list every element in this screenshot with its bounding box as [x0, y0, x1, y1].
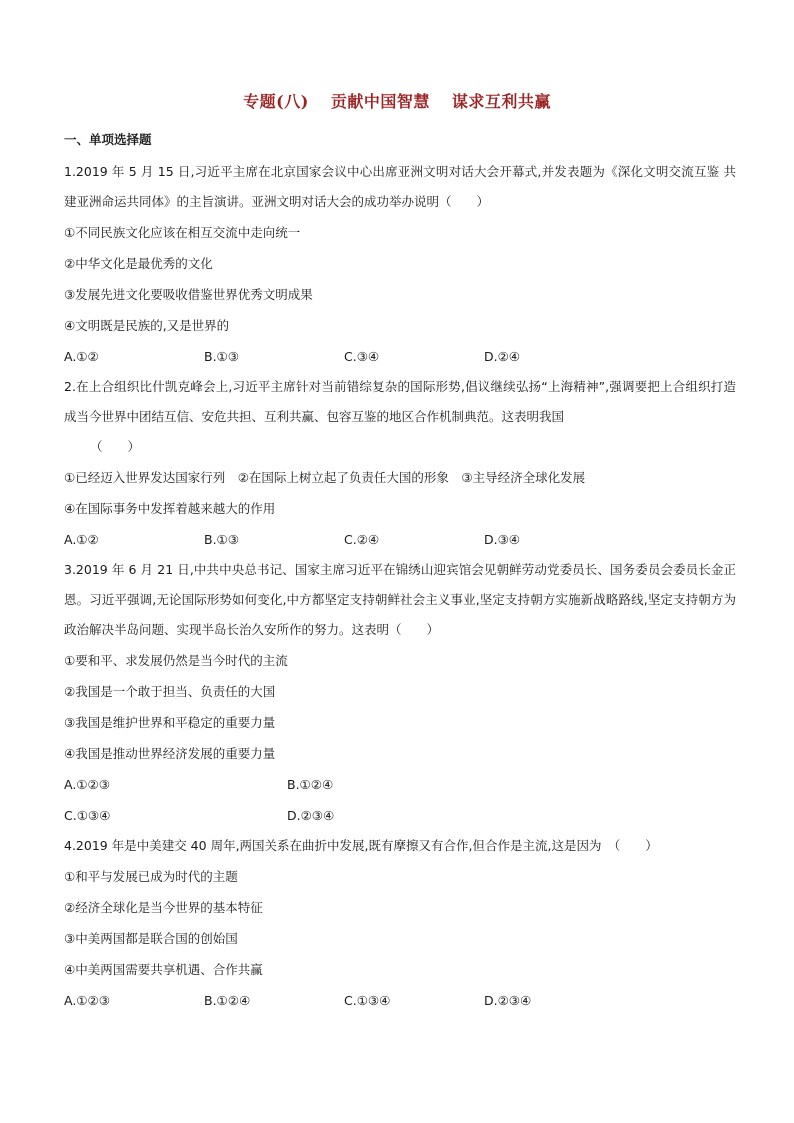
question-3-choice-a: A.①②③ [64, 777, 110, 792]
question-2-choice-b: B.①③ [204, 532, 239, 547]
question-4-option-3: ③中美两国都是联合国的创始国 [64, 931, 238, 946]
question-3-option-1: ①要和平、求发展仍然是当今时代的主流 [64, 653, 288, 668]
question-3-option-3: ③我国是维护世界和平稳定的重要力量 [64, 715, 276, 730]
question-3-stem: 3.2019 年 6 月 21 日,中共中央总书记、国家主席习近平在锦绣山迎宾馆会见朝鲜劳动党委员长、国务委员会委员长金正恩。习近平强调,无论国际形势如何变化,中方都坚定支持朝鲜社会主义事业,坚定支持朝方实施新战略路线,坚定支持朝方为政治解决半岛问题、实现半岛长治久安所作的努力。这表明（ ） [64, 562, 736, 637]
questions-body [64, 157, 736, 1016]
question-3-choice-b: B.①②④ [287, 777, 334, 792]
question-3-choices-row-1 [64, 769, 736, 800]
question-2-choice-d: D.③④ [484, 532, 521, 547]
question-4-choice-b: B.①②④ [204, 993, 251, 1008]
question-4-option-4: ④中美两国需要共享机遇、合作共赢 [64, 962, 263, 977]
question-2-choices [64, 524, 736, 555]
question-4-option-1: ①和平与发展已成为时代的主题 [64, 869, 238, 884]
question-2-choice-c: C.②④ [344, 532, 380, 547]
question-2-stem-text: 2.在上合组织比什凯克峰会上,习近平主席针对当前错综复杂的国际形势,倡议继续弘扬“上海精神”,强调要把上合组织打造成当今世界中团结互信、安危共担、互利共赢、包容互鉴的地区合作机制典范。这表明我国 [64, 379, 736, 424]
question-1-choice-b: B.①③ [204, 349, 239, 364]
question-4 [64, 831, 736, 1016]
question-4-option-2: ②经济全球化是当今世界的基本特征 [64, 900, 263, 915]
question-1-stem: 1.2019 年 5 月 15 日,习近平主席在北京国家会议中心出席亚洲文明对话大会开幕式,并发表题为《深化文明交流互鉴 共建亚洲命运共同体》的主旨演讲。亚洲文明对话大会的成功举办说明（ ） [64, 164, 736, 209]
title-topic-number: 专题(八) [243, 92, 309, 111]
question-1-choices [64, 341, 736, 372]
question-1-choice-a: A.①② [64, 349, 99, 364]
question-1-option-4: ④文明既是民族的,又是世界的 [64, 318, 230, 333]
question-4-choice-d: D.②③④ [484, 993, 532, 1008]
question-3-option-2: ②我国是一个敢于担当、负责任的大国 [64, 684, 276, 699]
question-3-choice-c: C.①③④ [64, 808, 111, 823]
question-4-stem: 4.2019 年是中美建交 40 周年,两国关系在曲折中发展,既有摩擦又有合作,但合作是主流,这是因为 （ ） [64, 838, 658, 853]
question-4-choice-a: A.①②③ [64, 993, 110, 1008]
question-1 [64, 157, 736, 372]
question-1-option-2: ②中华文化是最优秀的文化 [64, 256, 213, 271]
question-3-choices-row-2 [64, 800, 736, 831]
question-1-choice-c: C.③④ [344, 349, 380, 364]
question-2-answer-bracket: （ ） [90, 439, 141, 454]
question-3-option-4: ④我国是推动世界经济发展的重要力量 [64, 746, 276, 761]
question-3-choice-d: D.②③④ [287, 808, 335, 823]
title-theme-1: 贡献中国智慧 [330, 92, 430, 111]
question-4-choices [64, 985, 736, 1016]
question-2-choice-a: A.①② [64, 532, 99, 547]
page-title [0, 89, 794, 112]
question-2-stem [64, 372, 736, 462]
question-2-options-line-1: ①已经迈入世界发达国家行列 ②在国际上树立起了负责任大国的形象 ③主导经济全球化发展 [64, 470, 586, 485]
question-1-choice-d: D.②④ [484, 349, 521, 364]
question-3 [64, 555, 736, 831]
question-4-choice-c: C.①③④ [344, 993, 391, 1008]
question-1-option-1: ①不同民族文化应该在相互交流中走向统一 [64, 225, 301, 240]
question-2 [64, 372, 736, 555]
section-heading: 一、单项选择题 [64, 132, 152, 147]
question-2-options-line-2: ④在国际事务中发挥着越来越大的作用 [64, 501, 276, 516]
question-1-option-3: ③发展先进文化要吸收借鉴世界优秀文明成果 [64, 287, 313, 302]
title-theme-2: 谋求互利共赢 [451, 92, 551, 111]
